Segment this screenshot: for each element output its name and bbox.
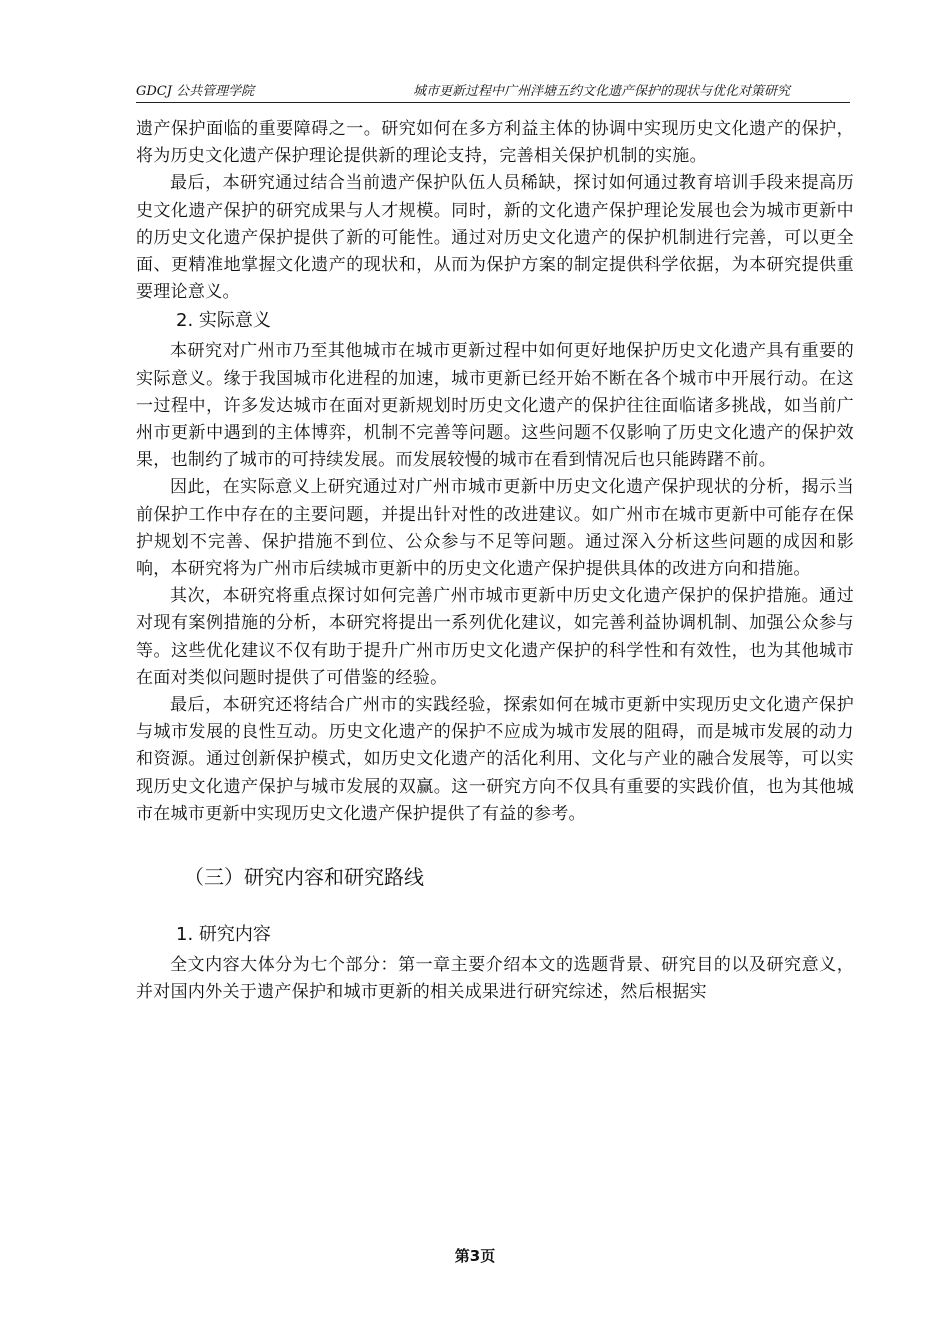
header-thesis-title: 城市更新过程中广州泮塘五约文化遗产保护的现状与优化对策研究 bbox=[412, 84, 790, 99]
paragraph-theory-final: 最后，本研究通过结合当前遗产保护队伍人员稀缺，探讨如何通过教育培训手段来提高历史文化遗产保护的研究成果与人才规模。同时，新的文化遗产保护理论发展也会为城市更新中的历史文化遗产保护提供了新的可能性。通过对历史文化遗产的保护机制进行完善，可以更全面、更精准地掌握文化遗产的现状和，从而为保护方案的制定提供科学依据，为本研究提供重要理论意义。 bbox=[136, 173, 854, 303]
paragraph-continued: 遗产保护面临的重要障碍之一。研究如何在多方利益主体的协调中实现历史文化遗产的保护，将为历史文化遗产保护理论提供新的理论支持，完善相关保护机制的实施。 bbox=[136, 119, 854, 167]
heading-research-content-route: （三）研究内容和研究路线 bbox=[184, 865, 424, 890]
heading-practical-significance: 2. 实际意义 bbox=[176, 310, 271, 332]
page-number: 第3页 bbox=[454, 1247, 496, 1265]
paragraph-content-overview: 全文内容大体分为七个部分：第一章主要介绍本文的选题背景、研究目的以及研究意义，并对国内外关于遗产保护和城市更新的相关成果进行研究综述，然后根据实 bbox=[136, 955, 854, 1003]
paragraph-practical-4: 最后，本研究还将结合广州市的实践经验，探索如何在城市更新中实现历史文化遗产保护与城市发展的良性互动。历史文化遗产的保护不应成为城市发展的阻碍，而是城市发展的动力和资源。通过创新保护模式，如历史文化遗产的活化利用、文化与产业的融合发展等，可以实现历史文化遗产保护与城市发展的双赢。这一研究方向不仅具有重要的实践价值，也为其他城市在城市更新中实现历史文化遗产保护提供了有益的参考。 bbox=[136, 695, 854, 824]
page-header bbox=[136, 78, 850, 103]
paragraph-practical-3: 其次，本研究将重点探讨如何完善广州市城市更新中历史文化遗产保护的保护措施。通过对现有案例措施的分析，本研究将提出一系列优化建议，如完善利益协调机制、加强公众参与等。这些优化建议不仅有助于提升广州市历史文化遗产保护的科学性和有效性，也为其他城市在面对类似问题时提供了可借鉴的经验。 bbox=[136, 586, 854, 688]
header-institution: GDCJ 公共管理学院 bbox=[136, 84, 255, 99]
heading-research-content: 1. 研究内容 bbox=[176, 924, 271, 946]
paragraph-practical-2: 因此，在实际意义上研究通过对广州市城市更新中历史文化遗产保护现状的分析，揭示当前保护工作中存在的主要问题，并提出针对性的改进建议。如广州市在城市更新中可能存在保护规划不完善、保护措施不到位、公众参与不足等问题。通过深入分析这些问题的成因和影响，本研究将为广州市后续城市更新中的历史文化遗产保护提供具体的改进方向和措施。 bbox=[136, 477, 854, 580]
paragraph-practical-1: 本研究对广州市乃至其他城市在城市更新过程中如何更好地保护历史文化遗产具有重要的实际意义。缘于我国城市化进程的加速，城市更新已经开始不断在各个城市中开展行动。在这一过程中，许多发达城市在面对更新规划时历史文化遗产的保护往往面临诸多挑战，如当前广州市更新中遇到的主体博弈，机制不完善等问题。这些问题不仅影响了历史文化遗产的保护效果，也制约了城市的可持续发展。而发展较慢的城市在看到情况后也只能踌躇不前。 bbox=[136, 341, 854, 471]
page-body bbox=[136, 116, 854, 1006]
